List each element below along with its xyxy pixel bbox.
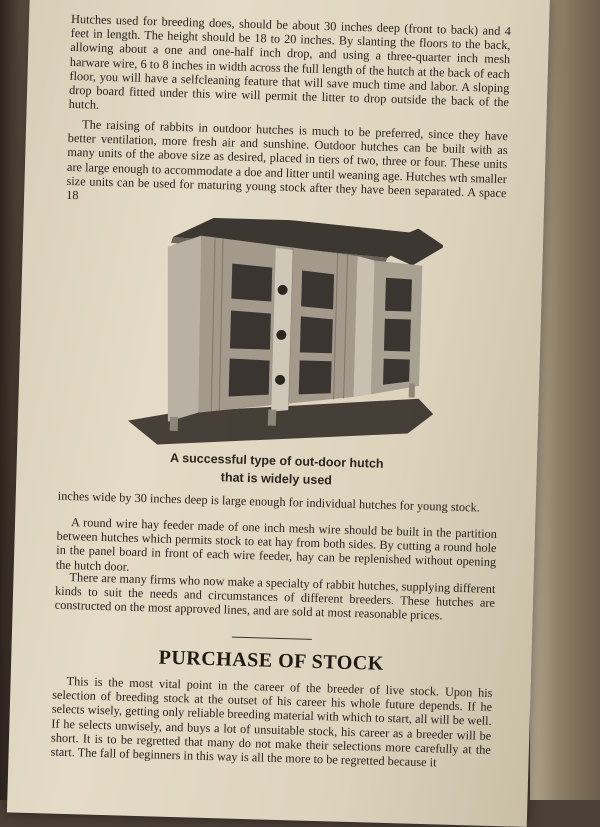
section-heading: PURCHASE OF STOCK (158, 646, 385, 675)
hutch-photograph (117, 215, 443, 454)
caption-line-1: A successful type of out-door hutch (169, 450, 384, 471)
section-divider (232, 637, 312, 640)
paragraph-purchase-of-stock: This is the most vital point in the career of the breeder of live stock. Upon his selection of breeding stock at the outset of his career his whole future depends. If he selects wisely, getting only reliable breeding material with which to start, all will be well. If he selects unwisely, and buys a lot of unsuitable stock, his career as a breeder will be short. It is to be regretted that many do not make their selections more carefully at the start. The fall of beginners in this way is all the more to be regretted because it (50, 674, 493, 770)
paragraph-hay-feeder: A round wire hay feeder made of one inch mesh wire should be built in the partition between hutches which permits stock to eat hay from both sides. By cutting a round hole in the panel board in front of each wire feeder, hay can be replenished without opening the hutch door. (55, 515, 498, 574)
book-page (7, 0, 550, 827)
outdoor-hutch-illustration (117, 215, 443, 454)
paragraph-outdoor-hutches: The raising of rabbits in outdoor hutches is much to be preferred, since they have better ventilation, more fresh air and sunshine. Outdoor hutches can be built with as many units of the above size as desired, placed in tiers of two, three or four. These units are large enough to accommodate a doe and litter until weaning age. Hutches wth smaller size units can be used for maturing young stock after they have been separated. A space 18 (65, 117, 509, 203)
paragraph-hutch-dimensions: Hutches used for breeding does, should be about 30 inches deep (front to back) and 4 feet in length. The height should be 18 to 20 inches. By slanting the floors to the back, allowing about a one and one-half inch drop, and using a three-quarter inch mesh harware wire, 6 to 8 inches in width across the full length of the hutch at the back of each floor, you will have a selfcleaning feature that will save much time and labor. A sloping drop board fitted under this wire will permit the litter to drop outside the back of the hutch. (68, 11, 512, 112)
caption-line-2: that is widely used (220, 470, 333, 488)
paragraph-young-stock: inches wide by 30 inches deep is large enough for individual hutches for young stock. (57, 488, 481, 515)
paragraph-hutch-firms: There are many firms who now make a specialty of rabbit hutches, supplying different kinds to suit the needs and circumstances of different breeders. These hutches are constructed on the most approved lines, and are sold at most reasonable prices. (54, 570, 496, 623)
